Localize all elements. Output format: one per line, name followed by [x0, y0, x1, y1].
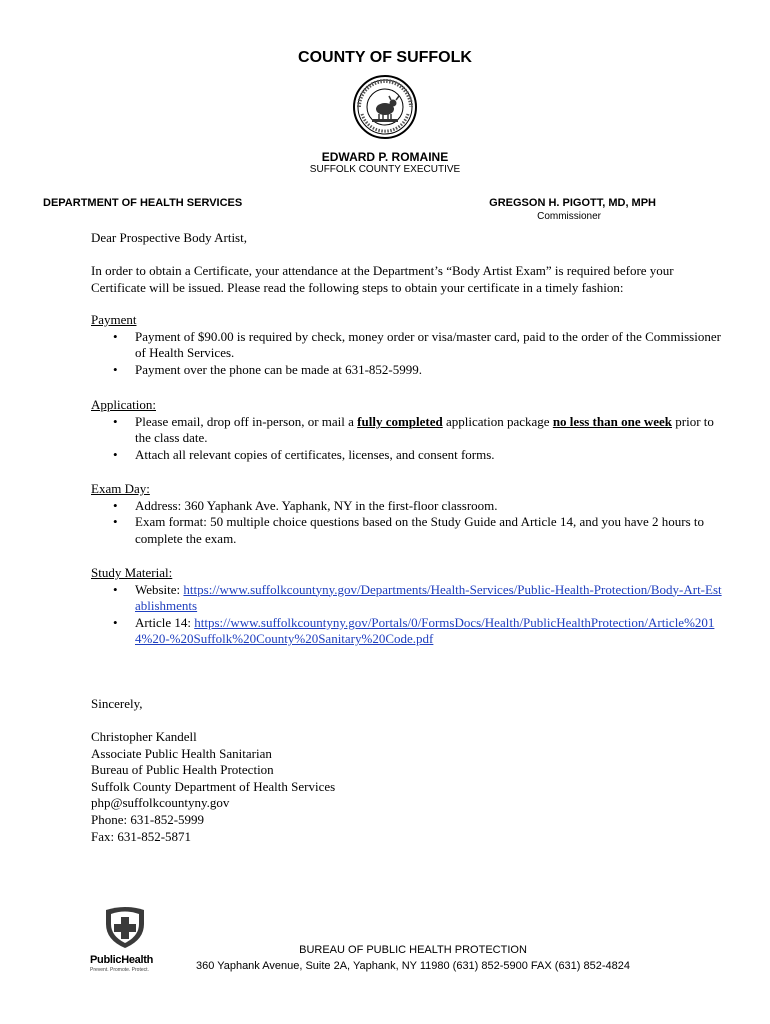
signature-email: php@suffolkcountyny.gov — [91, 795, 230, 811]
website-link[interactable]: https://www.suffolkcountyny.gov/Departments/Health-Services/Public-Health-Protection/Body-Art-Establishments — [135, 581, 722, 614]
list-item — [91, 414, 727, 447]
list-item — [91, 362, 727, 379]
application-section — [91, 397, 727, 463]
payment-list — [91, 329, 727, 379]
exam-day-list — [91, 498, 727, 548]
bullet-icon: • — [113, 446, 118, 462]
signature-bureau: Bureau of Public Health Protection — [91, 762, 274, 778]
exam-day-heading: Exam Day: — [91, 481, 150, 496]
signature-phone: Phone: 631-852-5999 — [91, 811, 205, 827]
commissioner-title: Commissioner — [537, 211, 601, 222]
executive-title: SUFFOLK COUNTY EXECUTIVE — [309, 164, 461, 175]
salutation: Dear Prospective Body Artist, — [91, 230, 247, 245]
payment-heading: Payment — [91, 312, 137, 327]
study-material-heading: Study Material: — [91, 565, 173, 580]
emphasis-text: fully completed — [357, 413, 443, 429]
intro-paragraph: In order to obtain a Certificate, your attendance at the Department’s “Body Artist Exam” is required before your Certificate will be issued. Please read the following steps to obtain your certificate in a timely fashion: — [91, 263, 674, 295]
signature-fax: Fax: 631-852-5871 — [91, 828, 192, 844]
footer-address: 360 Yaphank Avenue, Suite 2A, Yaphank, NY 11980 (631) 852-5900 FAX (631) 852-4824 — [195, 960, 631, 972]
closing: Sincerely, — [91, 696, 143, 711]
shield-icon — [100, 904, 150, 950]
bullet-icon: • — [113, 361, 118, 377]
bullet-icon: • — [113, 497, 118, 513]
application-item-text: prior to the class date. — [135, 413, 714, 446]
department-name: DEPARTMENT OF HEALTH SERVICES — [43, 197, 243, 209]
application-list — [91, 414, 727, 464]
emphasis-text: no less than one week — [552, 413, 673, 429]
exam-item-text: Exam format: 50 multiple choice questions based on the Study Guide and Article 14, and you have 2 hours to complete the exam. — [135, 514, 704, 546]
logo-text: PublicHealth — [90, 954, 154, 966]
signature-title: Associate Public Health Sanitarian — [91, 745, 272, 761]
list-item — [91, 447, 727, 464]
bullet-icon: • — [113, 581, 118, 597]
executive-name: EDWARD P. ROMAINE — [321, 150, 449, 164]
application-item-text: Please email, drop off in-person, or mail a — [135, 413, 358, 429]
article-14-link[interactable]: https://www.suffolkcountyny.gov/Portals/0/FormsDocs/Health/PublicHealthProtection/Article%2014%20-%20Suffolk%20County%20Sanitary%20Code.pdf — [135, 614, 715, 647]
bullet-icon: • — [113, 413, 118, 429]
exam-item-text: Address: 360 Yaphank Ave. Yaphank, NY in the first-floor classroom. — [135, 497, 498, 513]
bullet-icon: • — [113, 328, 118, 344]
list-item — [91, 498, 727, 515]
payment-item-text: Payment of $90.00 is required by check, money order or visa/master card, paid to the order of the Commissioner of Health Services. — [135, 328, 721, 361]
county-title: COUNTY OF SUFFOLK — [298, 49, 472, 66]
signature-block — [91, 729, 727, 845]
county-seal-icon — [352, 74, 418, 140]
exam-day-section — [91, 481, 727, 547]
website-label: Website: — [135, 581, 184, 597]
study-material-list — [91, 582, 727, 648]
commissioner-name: GREGSON H. PIGOTT, MD, MPH — [489, 197, 656, 209]
list-item — [91, 582, 727, 615]
payment-item-text: Payment over the phone can be made at 631-852-5999. — [135, 361, 422, 377]
bullet-icon: • — [113, 614, 118, 630]
study-material-section — [91, 565, 727, 648]
bullet-icon: • — [113, 514, 118, 530]
list-item — [91, 615, 727, 648]
article-label: Article 14: — [135, 614, 195, 630]
list-item — [91, 514, 727, 547]
list-item — [91, 329, 727, 362]
application-item-text: Attach all relevant copies of certificates, licenses, and consent forms. — [135, 446, 495, 462]
footer-bureau: BUREAU OF PUBLIC HEALTH PROTECTION — [299, 944, 527, 956]
application-item-text: application package — [442, 413, 553, 429]
logo-tagline: Prevent. Promote. Protect. — [90, 967, 149, 973]
payment-section — [91, 312, 727, 378]
public-health-logo — [86, 904, 166, 974]
signature-department: Suffolk County Department of Health Services — [91, 778, 336, 794]
application-heading: Application: — [91, 397, 156, 412]
signature-name: Christopher Kandell — [91, 729, 197, 744]
